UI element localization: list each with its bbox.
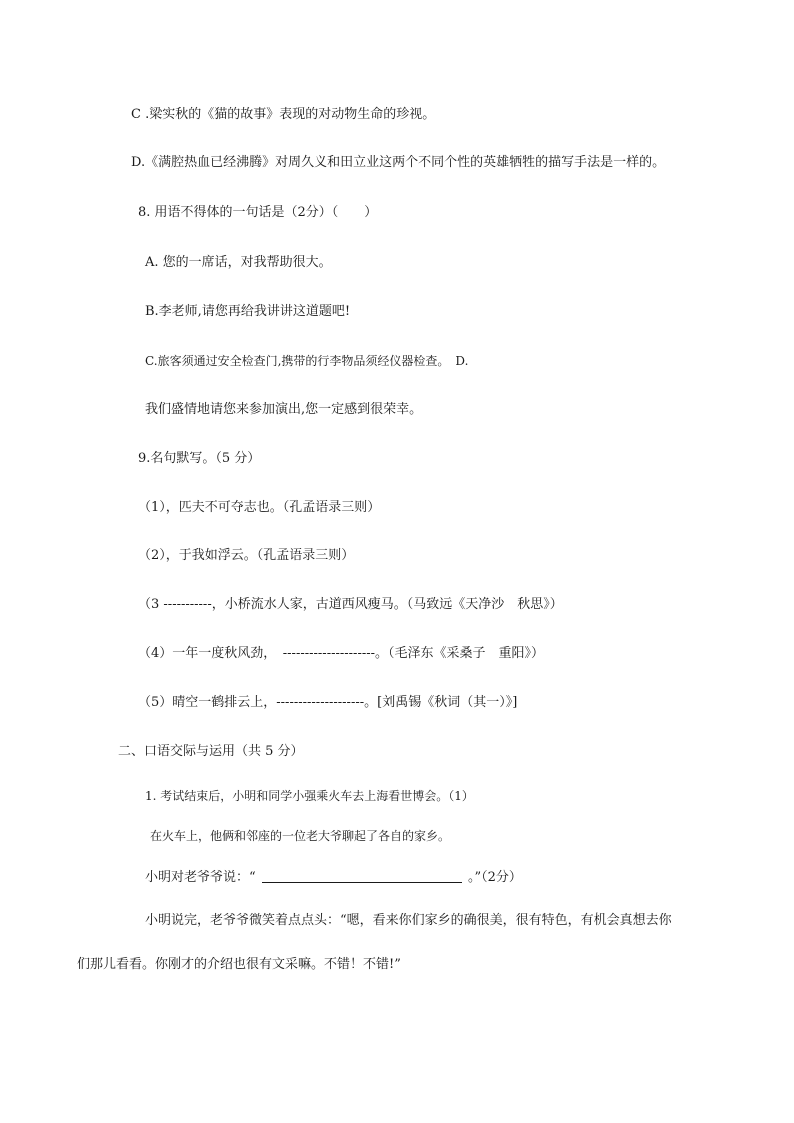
section-2-question-1: 1. 考试结束后，小明和同学小强乘火车去上海看世博会。（1） [145,789,474,803]
question-8-heading: 8. 用语不得体的一句话是（2分）（ ） [138,205,378,220]
xiaoming-says-prefix: 小明对老爷爷说：“ [145,870,256,885]
q9-item-2: （2），于我如浮云。（孔孟语录三则） [138,548,355,563]
q8-option-d: 我们盛情地请您来参加演出,您一定感到很荣幸。 [145,402,423,417]
q9-item-4: （4）一年一度秋风劲， ---------------------。（毛泽东《采桑子 重阳》） [138,646,545,661]
q8-option-b: B.李老师,请您再给我讲讲这道题吧! [145,304,351,319]
option-d-line: D.《满腔热血已经沸腾》对周久义和田立业这两个不同个性的英雄牺牲的描写手法是一样的。 [131,155,666,170]
xiaoming-says-line [145,868,522,888]
xiaoming-says-suffix: 。”（2分） [467,870,522,885]
question-9-heading: 9.名句默写。（5 分） [138,451,261,466]
answer-blank [262,868,462,883]
q9-item-5: （5）晴空一鹤排云上，--------------------。[刘禹锡《秋词（其一）》] [138,695,518,710]
option-c-line: C .梁实秋的《猫的故事》表现的对动物生命的珍视。 [131,107,436,122]
q8-option-c: C.旅客须通过安全检查门,携带的行李物品须经仪器检查。 D. [145,354,469,368]
grandpa-reply-line-2: 们那儿看看。你刚才的介绍也很有文采嘛。不错！不错!” [77,957,401,972]
q9-item-3: （3 -----------，小桥流水人家，古道西风瘦马。（马致远《天净沙 秋思》） [138,597,563,612]
grandpa-reply-line-1: 小明说完，老爷爷微笑着点点头：“嗯，看来你们家乡的确很美，很有特色，有机会真想去你 [145,913,672,928]
q9-item-1: （1），匹夫不可夺志也。（孔孟语录三则） [138,500,381,515]
q8-option-a: A. 您的一席话，对我帮助很大。 [145,255,332,270]
train-context-line: 在火车上，他俩和邻座的一位老大爷聊起了各自的家乡。 [150,829,451,843]
section-2-heading: 二、口语交际与运用（共 5 分） [118,744,304,759]
